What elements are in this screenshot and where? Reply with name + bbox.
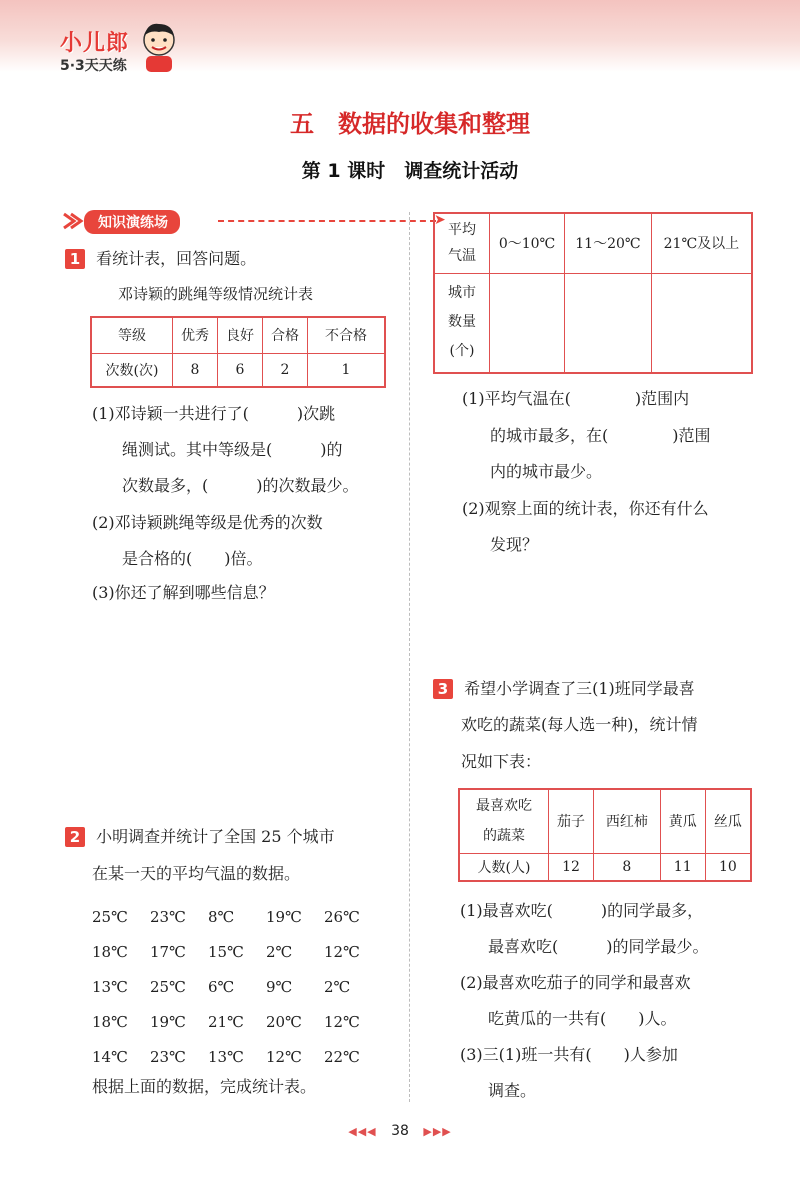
q3-veg-cell: 西红柿 <box>594 789 661 853</box>
q3-s3-line2: 调查。 <box>488 1081 537 1100</box>
q1-value-cell: 1 <box>308 353 386 387</box>
q2-number: 2 <box>65 827 85 847</box>
q3-s2-line2: 吃黄瓜的一共有( )人。 <box>488 1009 677 1028</box>
temperature-value: 22℃ <box>324 1048 360 1066</box>
q3-table <box>458 788 752 882</box>
brand-name: 小儿郎 <box>60 31 130 56</box>
banner-dash <box>218 220 436 222</box>
q3-row-label: 人数(人) <box>459 853 549 881</box>
q1-value-cell: 2 <box>263 353 308 387</box>
q1-prompt: 看统计表，回答问题。 <box>96 249 257 268</box>
q1-table-title: 邓诗颖的跳绳等级情况统计表 <box>118 285 314 303</box>
q1-value-cell: 8 <box>173 353 218 387</box>
q3-value-cell: 10 <box>705 853 751 881</box>
q2-row-label-line: 城市 <box>448 285 476 302</box>
page-number: 38 <box>391 1123 409 1139</box>
q1-row-label: 次数(次) <box>91 353 173 387</box>
temperature-value: 12℃ <box>324 1013 360 1031</box>
q3-s2-line1: (2)最喜欢吃茄子的同学和最喜欢 <box>460 973 691 992</box>
q1-value-cell: 6 <box>218 353 263 387</box>
q3-veg-cell: 黄瓜 <box>660 789 705 853</box>
temperature-value: 2℃ <box>266 943 293 961</box>
q3-value-cell: 8 <box>594 853 661 881</box>
temperature-value: 15℃ <box>208 943 244 961</box>
temperature-value: 25℃ <box>150 978 186 996</box>
q1-header-cell: 等级 <box>91 317 173 353</box>
q1-s1-line2: 绳测试。其中等级是( )的 <box>122 440 343 459</box>
q3-value-cell: 11 <box>660 853 705 881</box>
q1-s1-line3: 次数最多，( )的次数最少。 <box>122 476 359 495</box>
column-divider <box>409 212 410 1102</box>
q2-instruction: 根据上面的数据，完成统计表。 <box>92 1077 317 1096</box>
q3-value-cell: 12 <box>549 853 594 881</box>
temperature-value: 18℃ <box>92 1013 128 1031</box>
temperature-row <box>92 935 382 970</box>
q1-prompt-line <box>65 249 256 269</box>
section-banner-label: 知识演练场 <box>84 210 180 234</box>
temperature-value: 19℃ <box>150 1013 186 1031</box>
temperature-value: 23℃ <box>150 1048 186 1066</box>
q3-header-line: 最喜欢吃 <box>476 798 532 815</box>
q3-s1-line2: 最喜欢吃( )的同学最少。 <box>488 937 709 956</box>
temperature-value: 25℃ <box>92 908 128 926</box>
q1-s3: (3)你还了解到哪些信息？ <box>92 583 275 602</box>
temperature-data <box>92 900 382 1075</box>
q2-range-cell: 0～10℃ <box>490 213 565 273</box>
q1-header-cell: 良好 <box>218 317 263 353</box>
q2-s2-line2: 发现？ <box>490 535 539 554</box>
q2-row-label-line: 数量 <box>448 314 476 331</box>
q3-prompt-line3: 况如下表： <box>461 752 542 771</box>
temperature-value: 23℃ <box>150 908 186 926</box>
q2-answer-cell[interactable] <box>565 273 652 373</box>
temperature-value: 12℃ <box>324 943 360 961</box>
q3-header-line: 的蔬菜 <box>483 828 525 845</box>
q2-prompt-line1 <box>65 827 335 847</box>
q3-number: 3 <box>433 679 453 699</box>
temperature-row <box>92 1040 382 1075</box>
page-footer <box>0 1123 800 1139</box>
temperature-value: 13℃ <box>92 978 128 996</box>
q2-header-line: 平均 <box>448 222 476 239</box>
temperature-value: 17℃ <box>150 943 186 961</box>
temperature-value: 13℃ <box>208 1048 244 1066</box>
q1-number: 1 <box>65 249 85 269</box>
q2-s1-line3: 内的城市最少。 <box>490 462 603 481</box>
next-arrows-icon: ▶▶▶ <box>423 1125 452 1138</box>
temperature-value: 6℃ <box>208 978 235 996</box>
q3-prompt-text1: 希望小学调查了三(1)班同学最喜 <box>464 679 695 698</box>
q2-prompt-line2: 在某一天的平均气温的数据。 <box>92 864 301 883</box>
q2-header-line: 气温 <box>448 248 476 265</box>
q1-s2-line2: 是合格的( )倍。 <box>122 549 263 568</box>
q1-s1-line1: (1)邓诗颖一共进行了( )次跳 <box>92 404 336 423</box>
q2-answer-cell[interactable] <box>651 273 752 373</box>
q2-s2-line1: (2)观察上面的统计表，你还有什么 <box>462 499 709 518</box>
q1-table <box>90 316 386 388</box>
q3-header-cell <box>459 789 549 853</box>
temperature-row <box>92 900 382 935</box>
chapter-title: 五 数据的收集和整理 <box>290 110 530 138</box>
q2-row-label <box>434 273 490 373</box>
temperature-row <box>92 970 382 1005</box>
q3-prompt-line1 <box>433 679 695 699</box>
q3-veg-cell: 丝瓜 <box>705 789 751 853</box>
q2-answer-cell[interactable] <box>490 273 565 373</box>
q2-table <box>433 212 753 374</box>
q3-prompt-line2: 欢吃的蔬菜(每人选一种)，统计情 <box>461 715 698 734</box>
temperature-value: 14℃ <box>92 1048 128 1066</box>
q2-s1-line2: 的城市最多，在( )范围 <box>490 426 711 445</box>
temperature-value: 12℃ <box>266 1048 302 1066</box>
banner-end-arrow-icon: ➤ <box>434 212 446 228</box>
q2-s1-line1: (1)平均气温在( )范围内 <box>462 389 690 408</box>
q1-header-cell: 优秀 <box>173 317 218 353</box>
q2-prompt-text1: 小明调查并统计了全国 25 个城市 <box>96 827 335 846</box>
q1-header-cell: 合格 <box>263 317 308 353</box>
q1-header-cell: 不合格 <box>308 317 386 353</box>
brand-logo <box>60 26 129 75</box>
temperature-value: 26℃ <box>324 908 360 926</box>
series-name: 5·3天天练 <box>60 58 127 74</box>
q2-range-cell: 11～20℃ <box>565 213 652 273</box>
temperature-value: 9℃ <box>266 978 293 996</box>
temperature-value: 19℃ <box>266 908 302 926</box>
q2-range-cell: 21℃及以上 <box>651 213 752 273</box>
q3-veg-cell: 茄子 <box>549 789 594 853</box>
temperature-value: 2℃ <box>324 978 351 996</box>
temperature-row <box>92 1005 382 1040</box>
prev-arrows-icon: ◀◀◀ <box>348 1125 377 1138</box>
temperature-value: 21℃ <box>208 1013 244 1031</box>
temperature-value: 18℃ <box>92 943 128 961</box>
temperature-value: 8℃ <box>208 908 235 926</box>
q3-s3-line1: (3)三(1)班一共有( )人参加 <box>460 1045 678 1064</box>
lesson-title: 第 1 课时 调查统计活动 <box>301 160 519 182</box>
q2-header-cell <box>434 213 490 273</box>
banner-arrow-icon <box>62 210 84 232</box>
q1-s2-line1: (2)邓诗颖跳绳等级是优秀的次数 <box>92 513 323 532</box>
temperature-value: 20℃ <box>266 1013 302 1031</box>
q3-s1-line1: (1)最喜欢吃( )的同学最多， <box>460 901 704 920</box>
q2-row-label-line: (个) <box>449 343 475 360</box>
mascot-icon <box>138 20 180 74</box>
